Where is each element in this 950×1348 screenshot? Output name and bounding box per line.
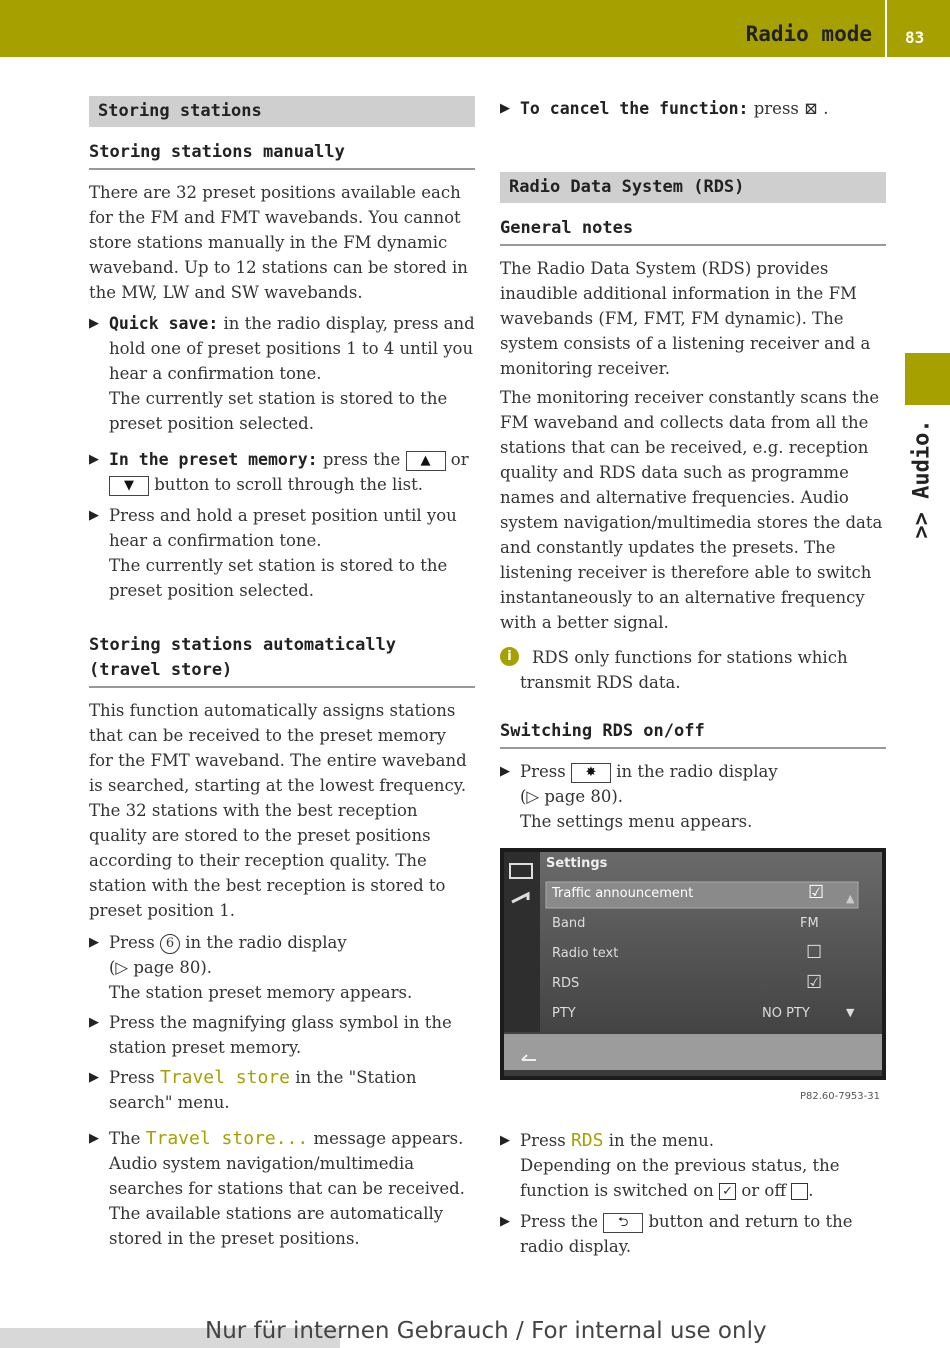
bullet-triangle-icon: ▶ <box>89 1070 99 1085</box>
screen-title: Settings <box>546 856 608 871</box>
screen-row-rds-value: ☑ <box>806 972 823 993</box>
bullet-triangle-icon: ▶ <box>500 101 510 116</box>
back-button-icon: ⮌ <box>603 1213 643 1233</box>
heading-switching-rds: Switching RDS on/off <box>500 719 886 749</box>
list-item-press-settings: ▶ Press ✸ in the radio display (▷ page 80). The settings menu appears. <box>500 759 886 834</box>
heading-storing-automatically: Storing stations automatically (travel store) <box>89 633 475 688</box>
general-p1: The Radio Data System (RDS) provides inaudible additional information in the FM wavebands (FM, FMT, FM dynamic). The system consists of a listening receiver and a monitoring receiver. <box>500 259 871 378</box>
bullet-triangle-icon: ▶ <box>89 1015 99 1030</box>
scroll-up-icon: ▲ <box>846 892 855 905</box>
side-tab <box>904 404 940 554</box>
list-item-magnifying-glass: ▶ Press the magnifying glass symbol in the station preset memory. <box>89 1010 475 1060</box>
screen-row-band: Band <box>552 916 586 931</box>
preset-button-icon: 6 <box>160 934 180 954</box>
cancel-icon: ⊠ <box>804 99 818 118</box>
list-item-quick-save: ▶ Quick save: in the radio display, press and hold one of preset positions 1 to 4 until you hear a confirmation tone. The currently set station is stored to the preset position selected. <box>89 311 475 436</box>
list-item-press-hold: ▶ Press and hold a preset position until you hear a confirmation tone. The currently set station is stored to the preset position selected. <box>89 503 475 603</box>
list-item-travel-store: ▶ Press Travel store in the "Station search" menu. <box>89 1067 417 1112</box>
screen-row-pty: PTY <box>552 1006 576 1021</box>
manual-intro: There are 32 preset positions available each for the FM and FMT wavebands. You cannot store stations manually in the FM dynamic waveband. Up to 12 stations can be stored in the MW, LW and SW wavebands. <box>89 183 468 302</box>
list-item-cancel: ▶ To cancel the function: press ⊠ . <box>500 96 886 121</box>
settings-screen-image <box>500 848 886 1080</box>
screen-row-rds: RDS <box>552 976 580 991</box>
screen-row-radiotext: Radio text <box>552 946 619 961</box>
heading-general-notes: General notes <box>500 216 886 246</box>
screen-row-radiotext-value: ☐ <box>806 942 823 963</box>
bullet-triangle-icon: ▶ <box>89 508 99 523</box>
footer-note: Nur für internen Gebrauch / For internal use only <box>205 1318 767 1344</box>
bullet-triangle-icon: ▶ <box>500 1133 510 1148</box>
screen-row-band-value: FM <box>800 916 819 931</box>
list-item-press-6: ▶ Press 6 in the radio display (▷ page 80). The station preset memory appears. <box>89 930 475 1005</box>
general-p2: The monitoring receiver constantly scans the FM waveband and collects data from all the stations that can be received, e.g. reception quality and RDS data such as programme names and alternative frequencies. Audio system navigation/multimedia stores the data and constantly updates the presets. The listening receiver is therefore able to switch instantaneously to an alternative frequency with a better signal. <box>500 388 883 632</box>
screen-row-traffic: Traffic announcement <box>552 886 694 901</box>
heading-storing-manually: Storing stations manually <box>89 140 475 170</box>
screen-row-pty-value: NO PTY <box>762 1006 810 1021</box>
list-item-travel-store-message: ▶ The Travel store... message appears. Audio system navigation/multimedia searches for stations that can be received. The available stations are automatically stored in the preset positions. <box>89 1128 465 1248</box>
screen-row-traffic-value: ☑ <box>808 882 825 903</box>
right-column <box>500 96 886 1259</box>
auto-intro: This function automatically assigns stations that can be received to the preset memory for the FMT waveband. The entire waveband is searched, starting at the lowest frequency. The 32 stations with the best reception quality are stored to the preset positions according to their reception quality. The station with the best reception is stored to preset position 1. <box>89 701 467 920</box>
bullet-triangle-icon: ▶ <box>89 452 99 467</box>
settings-screen-figure <box>500 848 886 1102</box>
up-arrow-button-icon: ▲ <box>406 451 446 471</box>
down-arrow-button-icon: ▼ <box>109 476 149 496</box>
side-tab-marker <box>905 353 950 405</box>
checkbox-checked-icon: ✓ <box>719 1183 736 1200</box>
page-number: 83 <box>905 28 925 47</box>
bullet-triangle-icon: ▶ <box>89 935 99 950</box>
checkbox-empty-icon <box>791 1183 808 1200</box>
list-item-press-rds: ▶ Press RDS in the menu. Depending on the previous status, the function is switched on ✓ or off . <box>500 1130 840 1200</box>
bullet-triangle-icon: ▶ <box>500 1214 510 1229</box>
figure-reference: P82.60-7953-31 <box>799 1091 880 1102</box>
side-tab-label: >> Audio. <box>909 419 935 539</box>
page-section-title: Radio mode <box>745 22 872 46</box>
left-column <box>89 96 475 1251</box>
section-band-storing: Storing stations <box>89 96 475 127</box>
list-item-preset-memory: ▶ In the preset memory: press the ▲ or ▼ button to scroll through the list. <box>89 447 475 497</box>
section-band-rds: Radio Data System (RDS) <box>500 172 886 203</box>
bullet-triangle-icon: ▶ <box>89 1131 99 1146</box>
settings-button-icon: ✸ <box>571 763 611 783</box>
scroll-down-icon: ▼ <box>846 1006 855 1019</box>
info-icon: i <box>500 647 519 666</box>
bullet-triangle-icon: ▶ <box>500 764 510 779</box>
bullet-triangle-icon: ▶ <box>89 316 99 331</box>
header-divider <box>885 0 887 57</box>
list-item-press-back: ▶ Press the ⮌ button and return to the radio display. <box>500 1209 886 1259</box>
info-note: i RDS only functions for stations which transmit RDS data. <box>500 645 886 695</box>
